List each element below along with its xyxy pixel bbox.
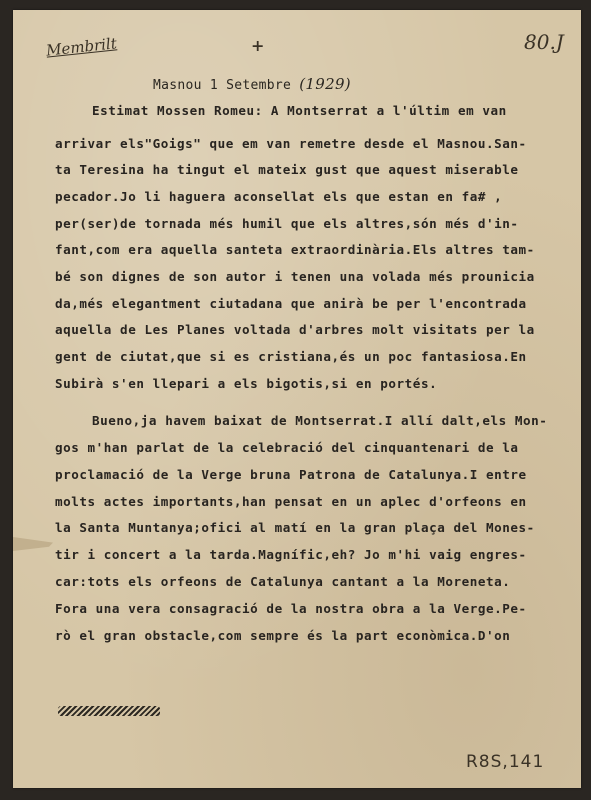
body-line: bé son dignes de son autor i tenen una volada més prounicia	[55, 269, 535, 284]
body-line: molts actes importants,han pensat en un aplec d'orfeons en	[55, 494, 527, 509]
body-line: ta Teresina ha tingut el mateix gust que aquest miserable	[55, 162, 519, 177]
year: (1929)	[299, 75, 351, 93]
place-date-line	[153, 75, 351, 93]
body-line: car:tots els orfeons de Catalunya cantant a la Moreneta.	[55, 574, 511, 589]
body-line: fant,com era aquella santeta extraordinària.Els altres tam-	[55, 242, 535, 257]
body-line: da,més elegantment ciutadana que anirà be per l'encontrada	[55, 296, 527, 311]
body-line: proclamació de la Verge bruna Patrona de Catalunya.I entre	[55, 467, 527, 482]
body-line: rò el gran obstacle,com sempre és la part econòmica.D'on	[55, 628, 511, 643]
body-line: gos m'han parlat de la celebració del cinquantenari de la	[55, 440, 519, 455]
body-line: gent de ciutat,que si es cristiana,és un poc fantasiosa.En	[55, 349, 527, 364]
body-line: aquella de Les Planes voltada d'arbres molt visitats per la	[55, 322, 535, 337]
body-line: per(ser)de tornada més humil que els altres,són més d'in-	[55, 216, 519, 231]
handwritten-note-top-left: Membrilt	[45, 34, 118, 60]
body-line: Fora una vera consagració de la nostra obra a la Verge.Pe-	[55, 601, 527, 616]
handwritten-folio-number: 80.J	[524, 30, 564, 54]
body-line: arrivar els"Goigs" que em van remetre desde el Masnou.San-	[55, 136, 527, 151]
body-line: tir i concert a la tarda.Magnífic,eh? Jo m'hi vaig engres-	[55, 547, 527, 562]
body-line: Subirà s'en llepari a els bigotis,si en portés.	[55, 376, 438, 391]
body-line: la Santa Muntanya;ofici al matí en la gran plaça del Mones-	[55, 520, 535, 535]
letter-page	[13, 10, 581, 788]
cross-mark: +	[251, 36, 265, 55]
archive-reference: R8S,141	[466, 752, 545, 772]
body-line: Bueno,ja havem baixat de Montserrat.I allí dalt,els Mon-	[92, 413, 548, 428]
crossed-out-text	[58, 706, 160, 716]
place-date: Masnou 1 Setembre	[153, 78, 300, 93]
body-line: pecador.Jo li haguera aconsellat els que estan en fa# ,	[55, 189, 503, 204]
body-line: Estimat Mossen Romeu: A Montserrat a l'últim em van	[92, 103, 507, 118]
